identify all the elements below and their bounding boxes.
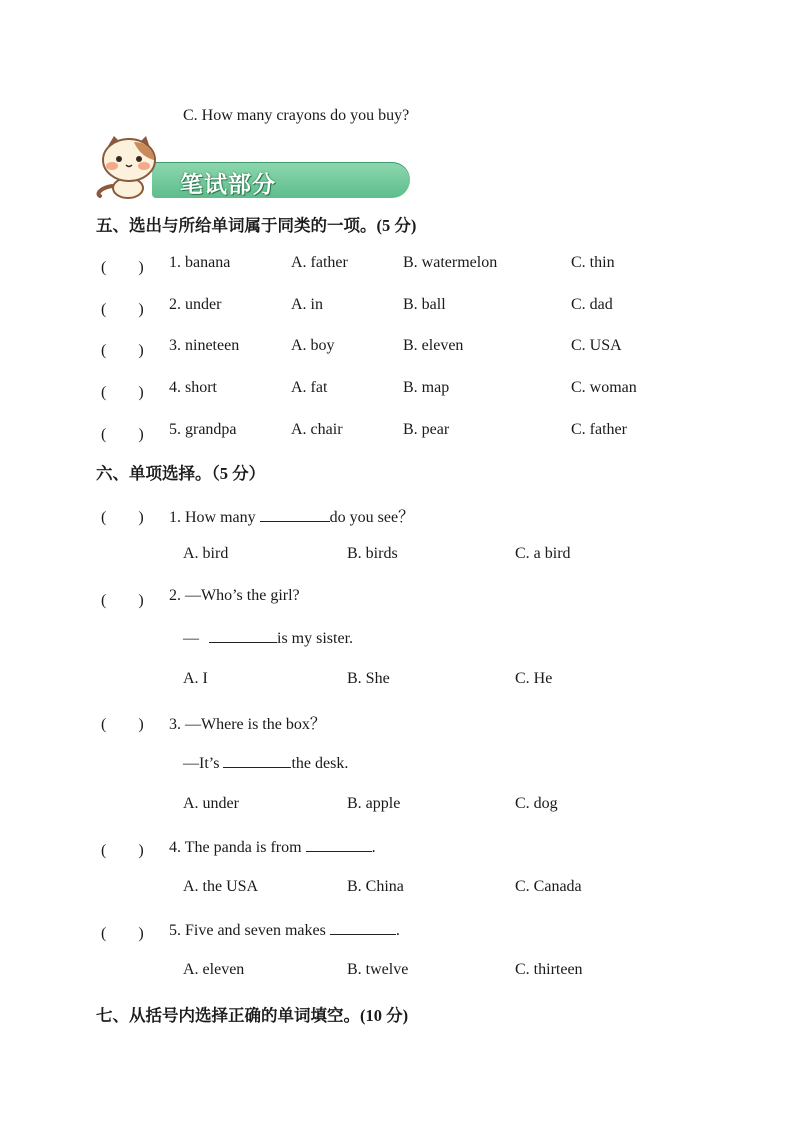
option-a: A. under [183, 795, 239, 812]
option-a: A. fat [291, 379, 328, 396]
question-text: 5. Five and seven makes [169, 922, 330, 939]
top-option-c: C. How many crayons do you buy? [183, 107, 410, 124]
question-text: 1. How many [169, 509, 260, 526]
option-b: B. pear [403, 421, 450, 438]
question-text-end: . [371, 839, 376, 856]
option-c: C. a bird [515, 545, 571, 562]
option-c: C. USA [571, 337, 622, 354]
option-c: C. thirteen [515, 961, 583, 978]
answer-paren: ( ) [101, 925, 144, 942]
answer-paren: ( ) [101, 509, 144, 526]
question-2-line1: 2. —Who’s the girl? [169, 587, 300, 604]
section7-title: 七、从括号内选择正确的单词填空。(10 分) [96, 1006, 409, 1025]
question-4 [169, 837, 376, 857]
answer-paren: ( ) [101, 384, 144, 401]
option-a: A. chair [291, 421, 343, 438]
option-b: B. map [403, 379, 450, 396]
option-c: C. father [571, 421, 627, 438]
question-3-line2 [183, 753, 348, 773]
blank-line [306, 837, 372, 852]
answer-paren: ( ) [101, 716, 144, 733]
answer-paren: ( ) [101, 842, 144, 859]
option-c: C. dad [571, 296, 613, 313]
blank-line [223, 753, 291, 768]
question-word: 3. nineteen [169, 337, 240, 354]
option-b: B. apple [347, 795, 401, 812]
question-text-end: do you see？ [329, 509, 415, 526]
question-word: 1. banana [169, 254, 231, 271]
option-b: B. twelve [347, 961, 409, 978]
question-word: 5. grandpa [169, 421, 237, 438]
option-a: A. father [291, 254, 348, 271]
question-3-line1: 3. —Where is the box？ [169, 716, 326, 733]
answer-paren: ( ) [101, 301, 144, 318]
reply-text: the desk. [291, 755, 349, 772]
question-word: 4. short [169, 379, 217, 396]
banner-title: 笔试部分 [180, 172, 276, 198]
option-a: A. boy [291, 337, 335, 354]
option-c: C. He [515, 670, 553, 687]
blank-line [209, 628, 277, 643]
option-a: A. eleven [183, 961, 245, 978]
section6-title: 六、单项选择。（5 分） [96, 464, 266, 483]
cat-mascot-icon [94, 134, 164, 200]
blank-line [260, 507, 330, 522]
option-b: B. eleven [403, 337, 464, 354]
option-a: A. I [183, 670, 208, 687]
option-b: B. watermelon [403, 254, 498, 271]
question-5 [169, 920, 400, 940]
answer-paren: ( ) [101, 259, 144, 276]
option-b: B. ball [403, 296, 446, 313]
option-c: C. woman [571, 379, 637, 396]
blank-line [330, 920, 396, 935]
reply-prefix: — [183, 630, 203, 647]
reply-prefix: —It’s [183, 755, 224, 772]
section5-title: 五、选出与所给单词属于同类的一项。(5 分) [96, 216, 417, 235]
option-b: B. She [347, 670, 390, 687]
question-word: 2. under [169, 296, 222, 313]
option-a: A. in [291, 296, 323, 313]
answer-paren: ( ) [101, 426, 144, 443]
option-b: B. birds [347, 545, 398, 562]
answer-paren: ( ) [101, 592, 144, 609]
question-text: 4. The panda is from [169, 839, 306, 856]
answer-paren: ( ) [101, 342, 144, 359]
question-2-line2 [183, 628, 353, 648]
option-c: C. Canada [515, 878, 582, 895]
option-a: A. bird [183, 545, 229, 562]
option-c: C. dog [515, 795, 558, 812]
question-1 [169, 504, 414, 527]
question-text-end: . [395, 922, 400, 939]
option-b: B. China [347, 878, 404, 895]
option-c: C. thin [571, 254, 615, 271]
reply-text: is my sister. [277, 630, 354, 647]
option-a: A. the USA [183, 878, 259, 895]
section-banner [94, 134, 320, 200]
